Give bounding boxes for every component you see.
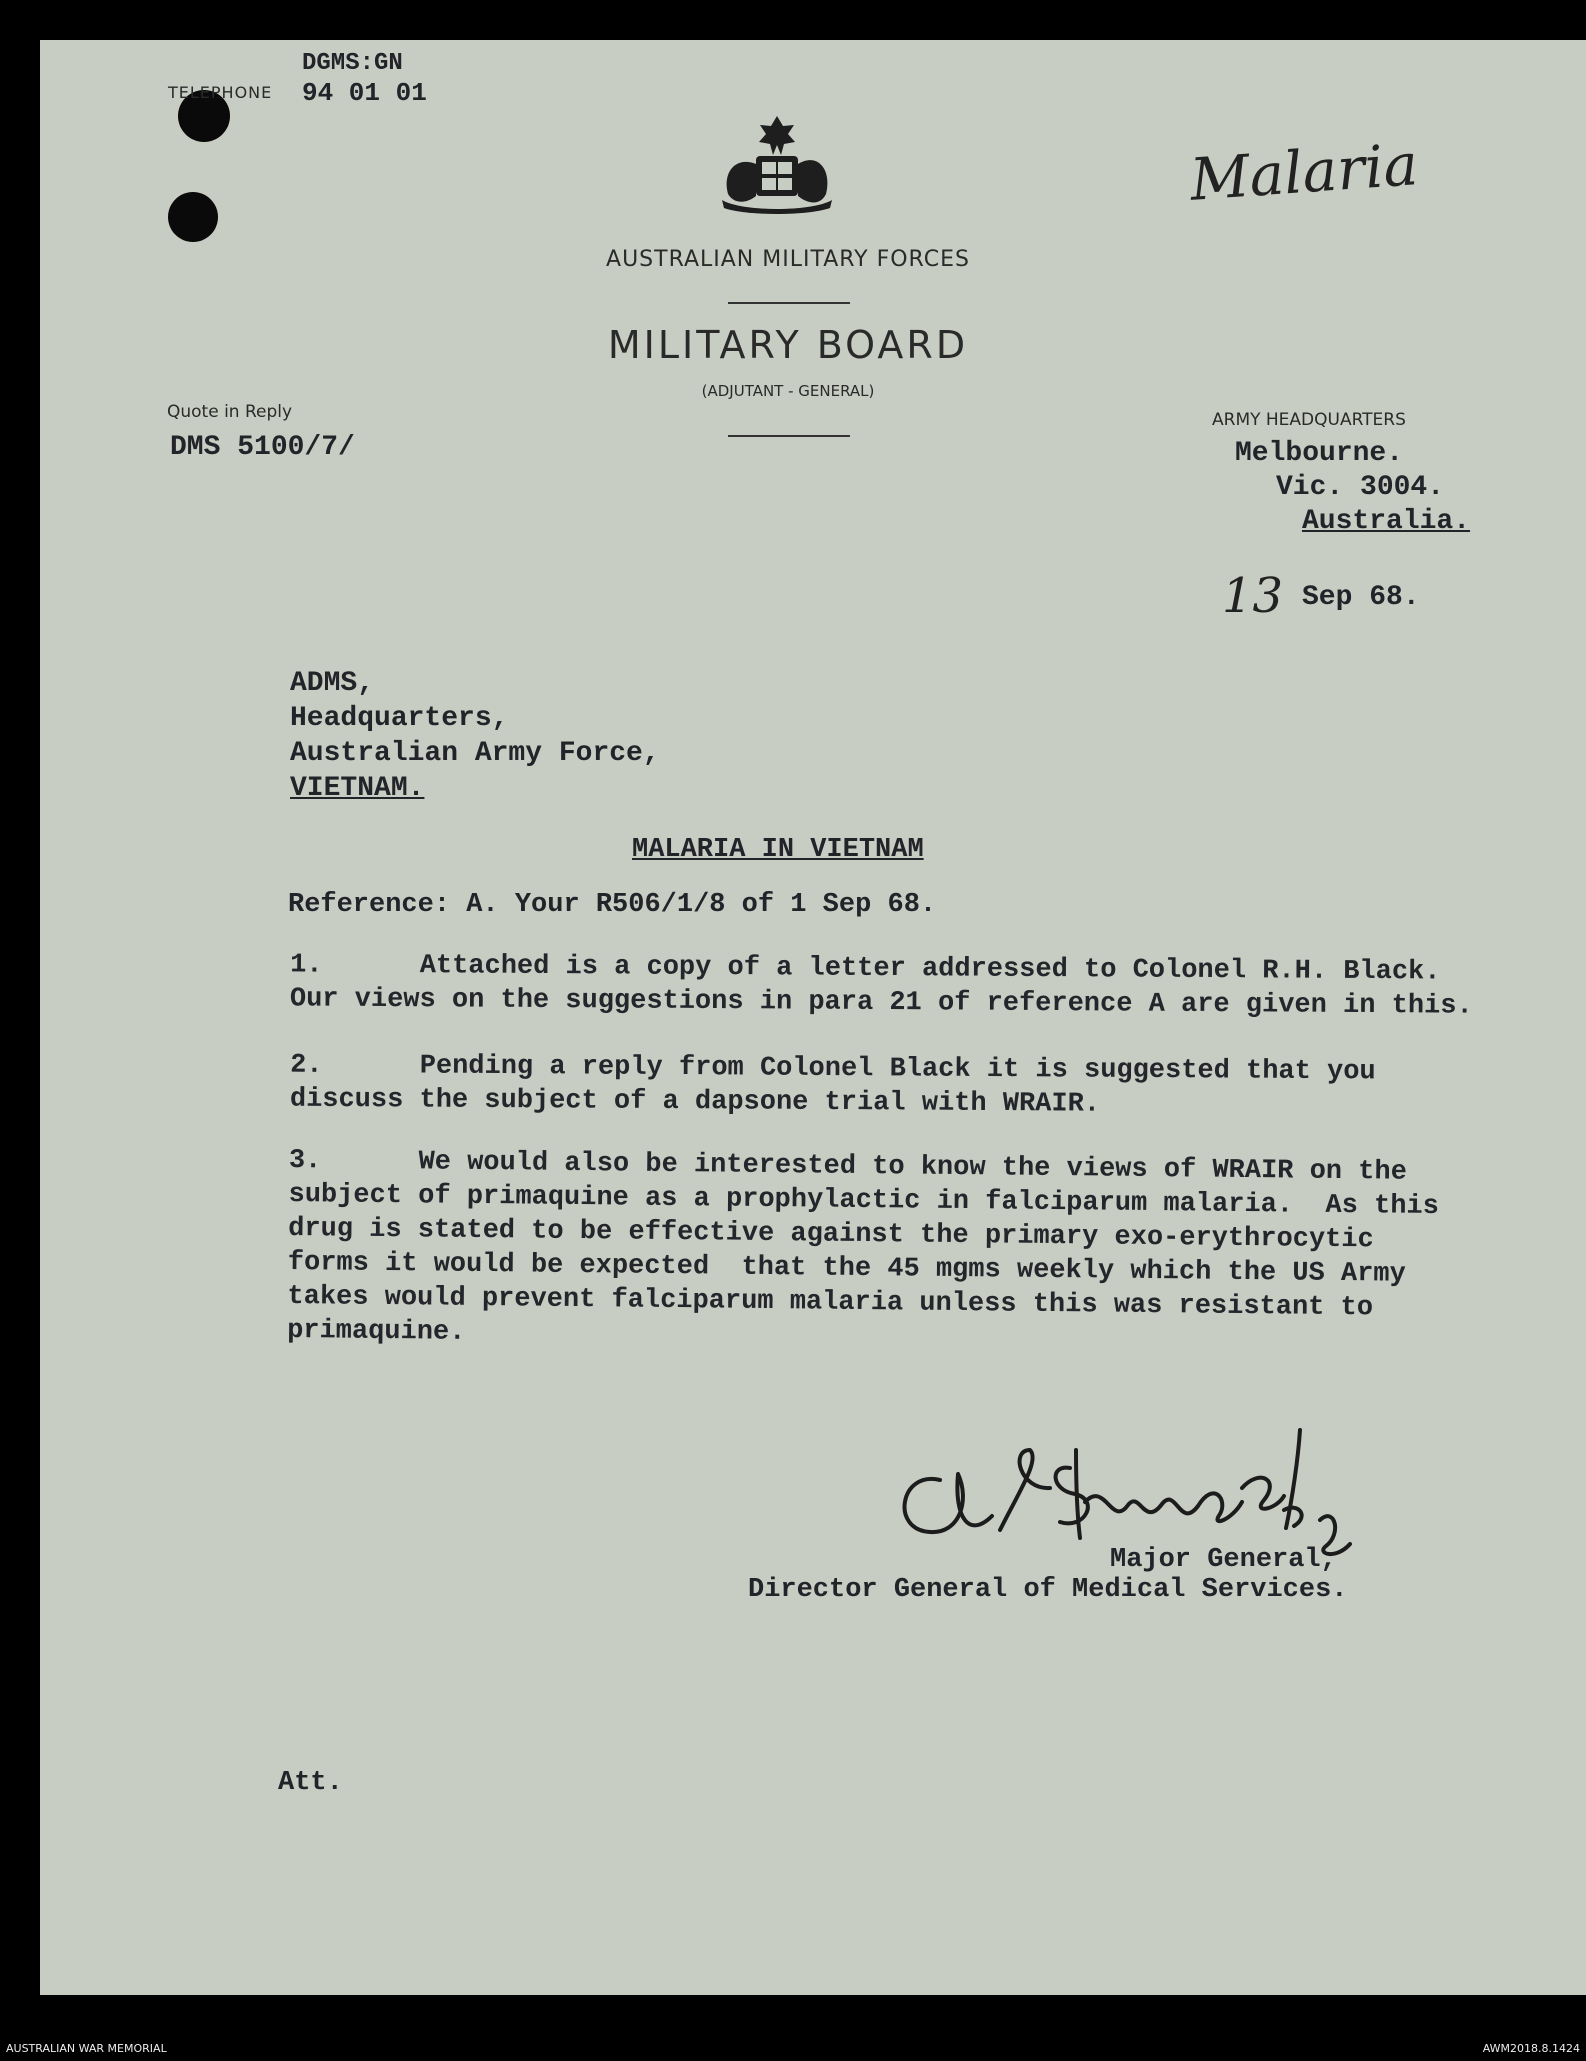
date-rest: Sep 68. bbox=[1302, 582, 1420, 613]
coat-of-arms-icon bbox=[712, 112, 842, 217]
recipient-line4: VIETNAM. bbox=[290, 773, 425, 804]
recipient-line3: Australian Army Force, bbox=[290, 738, 660, 769]
telephone-number: 94 01 01 bbox=[302, 78, 427, 108]
board-name: MILITARY BOARD bbox=[607, 323, 969, 367]
letterhead-rule-bottom bbox=[728, 435, 850, 437]
paragraph-1: 1. Attached is a copy of a letter addressed to Colonel R.H. Black. Our views on the suggestions in para 21 of reference A are given in this. bbox=[289, 950, 1473, 1022]
quote-ref: DMS 5100/7/ bbox=[170, 432, 355, 463]
subject-heading: MALARIA IN VIETNAM bbox=[632, 835, 924, 865]
telephone-label: TELEPHONE bbox=[168, 83, 273, 102]
footer-left: AUSTRALIAN WAR MEMORIAL bbox=[6, 2042, 167, 2055]
address-line1: Melbourne. bbox=[1235, 438, 1404, 469]
recipient-line1: ADMS, bbox=[290, 668, 375, 699]
letter-page bbox=[40, 40, 1586, 1995]
address-line2: Vic. 3004. bbox=[1276, 472, 1445, 503]
handwritten-annotation: Malaria bbox=[1187, 130, 1421, 214]
paragraph-2: 2. Pending a reply from Colonel Black it is suggested that you discuss the subject of a dapsone trial with WRAIR. bbox=[289, 1050, 1376, 1120]
letterhead-rule-top bbox=[728, 302, 850, 304]
hq-label: ARMY HEADQUARTERS bbox=[1212, 410, 1406, 430]
punch-hole-bottom bbox=[168, 192, 218, 242]
date-day-handwritten: 13 bbox=[1222, 568, 1284, 624]
recipient-line2: Headquarters, bbox=[290, 703, 509, 734]
footer-right: AWM2018.8.1424 bbox=[1482, 2042, 1580, 2055]
address-line3: Australia. bbox=[1302, 506, 1471, 537]
signatory-title2: Director General of Medical Services. bbox=[748, 1575, 1348, 1605]
org-name: AUSTRALIAN MILITARY FORCES bbox=[606, 247, 970, 272]
reference-line: Reference: A. Your R506/1/8 of 1 Sep 68. bbox=[288, 890, 937, 920]
paragraph-3: 3. We would also be interested to know the views of WRAIR on the subject of primaquine as a prophylactic in falciparum malaria. As this drug is stated to be effective against the primary exo-erythrocytic forms it would be expected that the 45 mgms weekly which the US Army takes would prevent falciparum malaria unless this was resistant to primaquine. bbox=[286, 1145, 1440, 1348]
attachment-note: Att. bbox=[278, 1768, 343, 1798]
board-subtitle: (ADJUTANT - GENERAL) bbox=[701, 382, 875, 400]
quote-label: Quote in Reply bbox=[167, 402, 293, 422]
ref-top: DGMS:GN bbox=[302, 50, 403, 77]
signatory-title1: Major General, bbox=[1110, 1545, 1337, 1575]
